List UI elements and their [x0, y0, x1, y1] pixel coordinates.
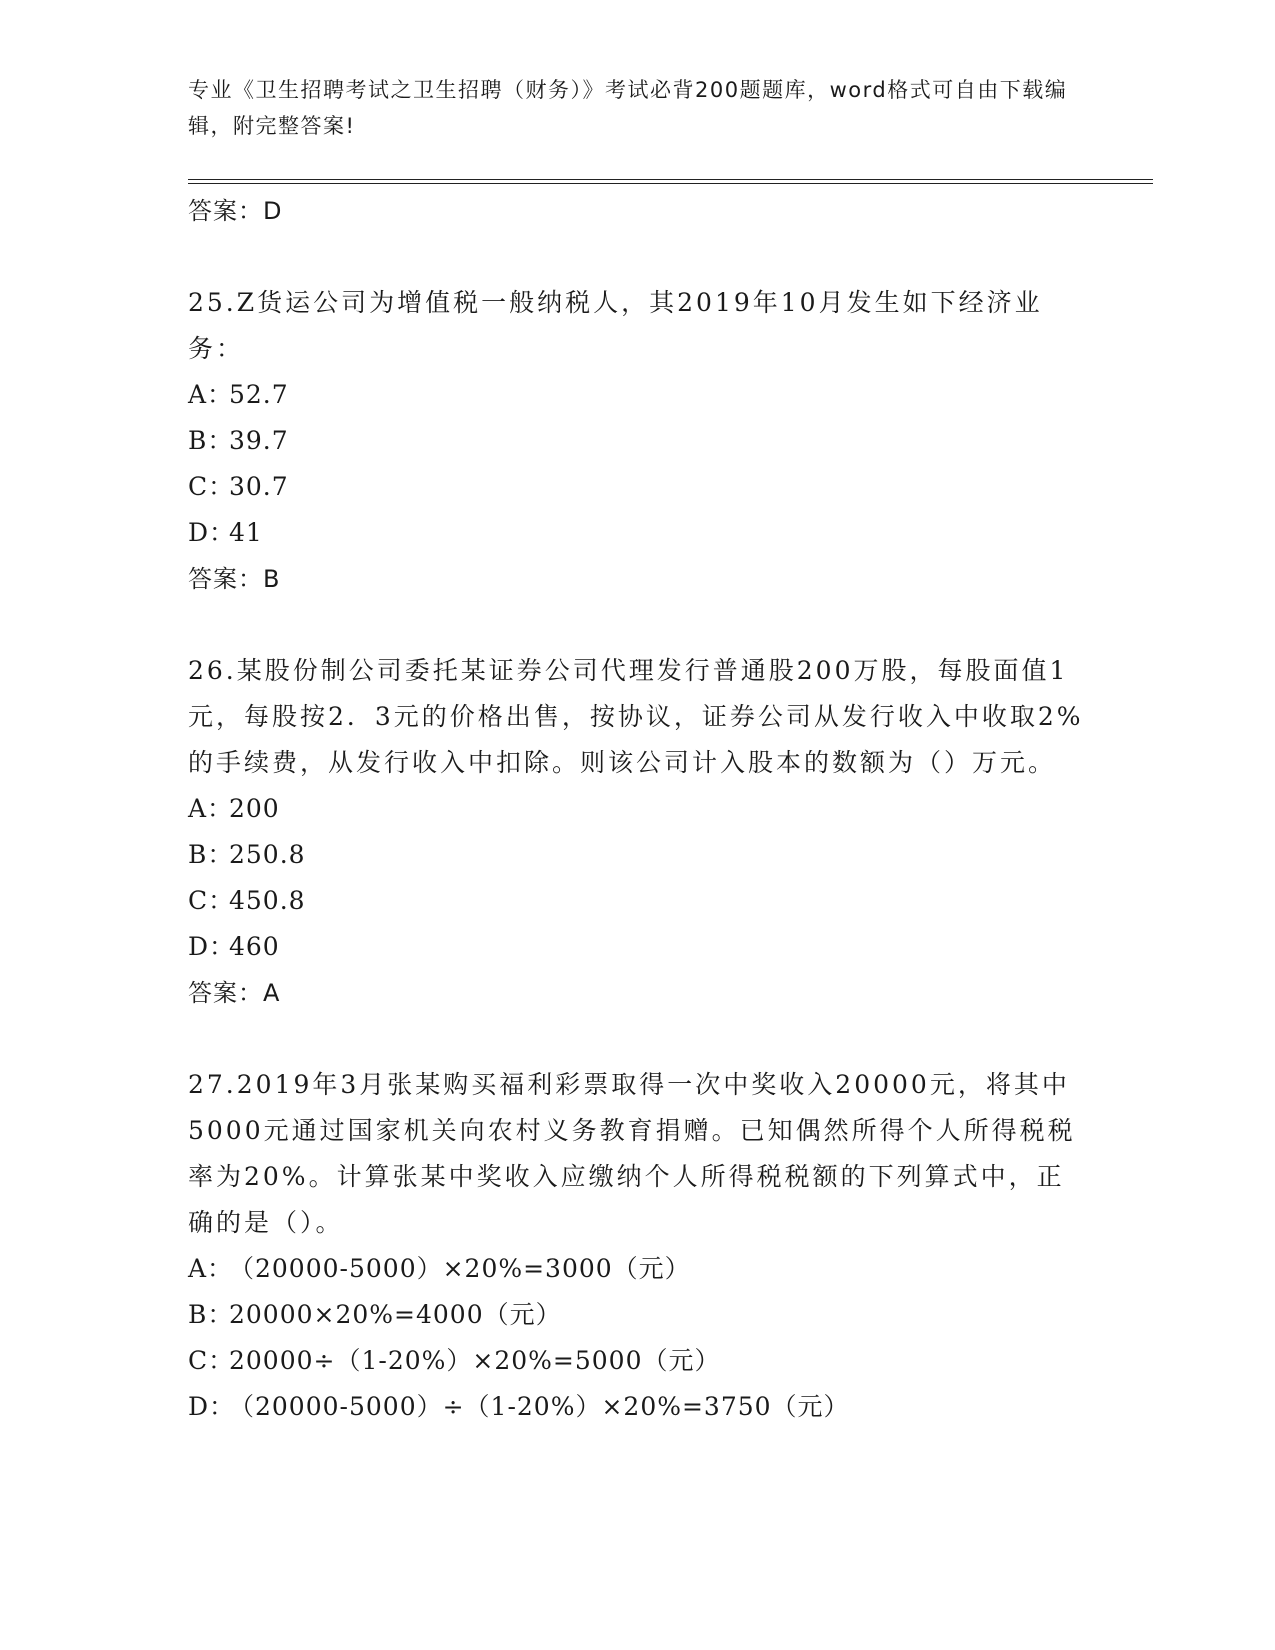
- option-text: 30.7: [229, 472, 289, 501]
- answer-line: 答案：B: [188, 565, 281, 593]
- question-text: 27.2019年3月张某购买福利彩票取得一次中奖收入20000元，将其中5000元通过国家机关向农村义务教育捐赠。已知偶然所得个人所得税税率为20%。计算张某中奖收入应缴纳个人所得税税额的下列算式中，正确的是（）。: [188, 1070, 1076, 1237]
- option-text: 450.8: [229, 886, 306, 915]
- option-label: D：: [188, 518, 236, 547]
- option-d: [188, 1384, 1088, 1430]
- option-c: [188, 464, 1088, 510]
- option-label: C：: [188, 472, 235, 501]
- option-text: 20000÷（1-20%）×20%=5000（元）: [229, 1346, 721, 1375]
- option-text: （20000-5000）×20%=3000（元）: [229, 1254, 691, 1283]
- option-text: 460: [229, 932, 280, 961]
- option-label: A：: [188, 1254, 234, 1283]
- option-label: B：: [188, 1300, 234, 1329]
- option-text: 39.7: [229, 426, 289, 455]
- option-label: A：: [188, 794, 234, 823]
- option-b: [188, 832, 1088, 878]
- option-c: [188, 1338, 1088, 1384]
- option-label: D：: [188, 932, 236, 961]
- option-text: 20000×20%=4000（元）: [229, 1300, 562, 1329]
- option-text: （20000-5000）÷（1-20%）×20%=3750（元）: [229, 1392, 850, 1421]
- option-label: B：: [188, 840, 234, 869]
- option-text: 52.7: [229, 380, 289, 409]
- option-label: B：: [188, 426, 234, 455]
- option-label: C：: [188, 886, 235, 915]
- option-text: 200: [229, 794, 280, 823]
- option-text: 250.8: [229, 840, 306, 869]
- option-d: [188, 924, 1088, 970]
- option-a: [188, 786, 1088, 832]
- header-divider-bottom: [188, 183, 1153, 184]
- option-text: 41: [229, 518, 263, 547]
- answer-line: 答案：D: [188, 197, 283, 225]
- option-a: [188, 1246, 1088, 1292]
- option-a: [188, 372, 1088, 418]
- option-label: C：: [188, 1346, 235, 1375]
- option-label: A：: [188, 380, 234, 409]
- option-c: [188, 878, 1088, 924]
- option-d: [188, 510, 1088, 556]
- question-text: 25.Z货运公司为增值税一般纳税人，其2019年10月发生如下经济业务：: [188, 288, 1043, 363]
- header-divider-top: [188, 179, 1153, 180]
- question-list: [188, 188, 1088, 1430]
- option-b: [188, 1292, 1088, 1338]
- question-text: 26.某股份制公司委托某证券公司代理发行普通股200万股，每股面值1元，每股按2．3元的价格出售，按协议，证券公司从发行收入中收取2%的手续费，从发行收入中扣除。则该公司计入股本的数额为（）万元。: [188, 656, 1084, 777]
- option-label: D：: [188, 1392, 236, 1421]
- answer-line: 答案：A: [188, 979, 281, 1007]
- option-b: [188, 418, 1088, 464]
- document-header: 专业《卫生招聘考试之卫生招聘（财务）》考试必背200题题库，word格式可自由下载编辑，附完整答案!: [188, 78, 1068, 138]
